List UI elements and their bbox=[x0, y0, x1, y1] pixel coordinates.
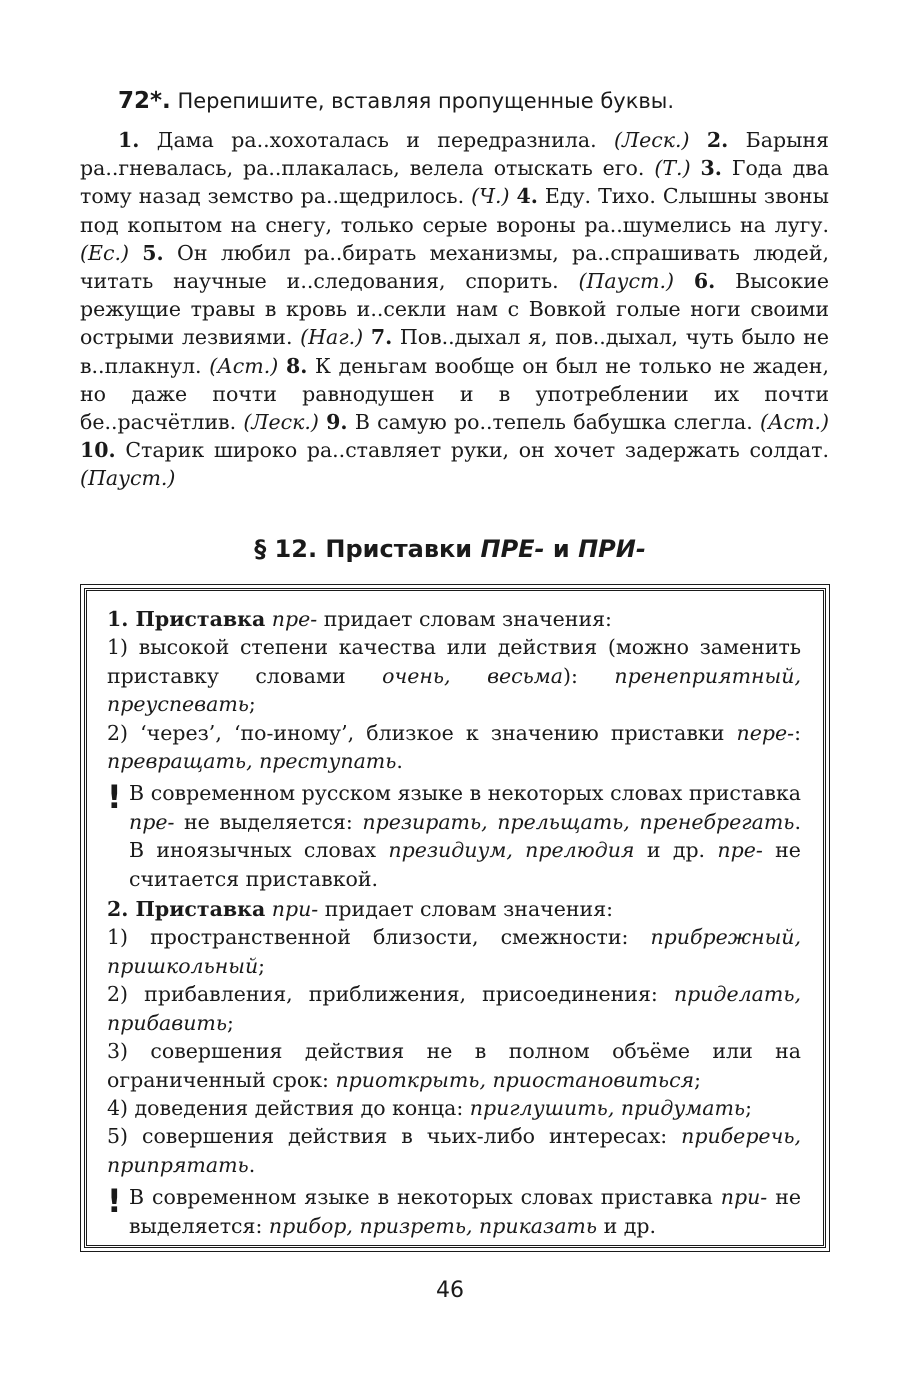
rule-2-item-5: 5) совершения действия в чьих-либо интересах: приберечь, припрятать. bbox=[107, 1124, 801, 1177]
section-title-and: и bbox=[552, 535, 570, 563]
sentence-source: (Наг.) bbox=[300, 325, 364, 350]
rule-1-heading: 1. Приставка пре- придает словам значения: bbox=[107, 607, 612, 631]
exercise-heading bbox=[118, 86, 838, 116]
rule-2-item-2: 2) прибавления, приближения, присоединения: приделать, прибавить; bbox=[107, 982, 801, 1035]
sentence-number: 5. bbox=[142, 240, 164, 265]
sentence-text: Старик широко ра..ставляет руки, он хочет задержать солдат. bbox=[125, 438, 829, 463]
sentence-number: 6. bbox=[693, 269, 716, 294]
sentence-source: (Т.) bbox=[654, 156, 691, 181]
sentence-source: (Аст.) bbox=[760, 410, 829, 435]
exclamation-icon: ! bbox=[107, 1182, 122, 1221]
sentence-number: 9. bbox=[326, 410, 348, 435]
sentence-source: (Леск.) bbox=[613, 128, 690, 152]
rule-2-item-3: 3) совершения действия не в полном объёме или на ограниченный срок: приоткрыть, приостановиться; bbox=[107, 1039, 801, 1092]
rule-2-heading: 2. Приставка при- придает словам значения: bbox=[107, 897, 614, 922]
section-title-prefix: § 12. Приставки bbox=[254, 535, 473, 563]
rule-2-item-1: 1) пространственной близости, смежности: прибрежный, пришкольный; bbox=[107, 925, 801, 978]
section-title-pri: ПРИ- bbox=[578, 535, 646, 563]
sentence-text: Барыня ра..гневалась, ра..плакалась, велела отыскать его. bbox=[80, 128, 829, 181]
rule-content bbox=[107, 605, 801, 1242]
sentence-source: (Пауст.) bbox=[80, 466, 176, 491]
note-2: ! В современном языке в некоторых словах приставка при- не выделяется: прибор, призреть, приказать и др. bbox=[107, 1182, 801, 1238]
sentence-text: Года два тому назад земство ра..щедрилось. bbox=[80, 156, 829, 209]
sentence-number: 1. bbox=[118, 128, 140, 152]
sentence-text: Дама ра..хохоталась и передразнила. bbox=[156, 128, 597, 152]
sentence-text: Пов..дыхал я, пов..дыхал, чуть было не в..плакнул. bbox=[80, 325, 829, 378]
sentence-number: 2. bbox=[706, 128, 729, 152]
exercise-instruction: Перепишите, вставляя пропущенные буквы. bbox=[177, 89, 675, 113]
sentence-source: (Аст.) bbox=[209, 353, 279, 378]
page-number: 46 bbox=[436, 1278, 464, 1303]
section-title bbox=[0, 532, 900, 566]
sentence-number: 7. bbox=[370, 325, 393, 350]
section-title-pre: ПРЕ- bbox=[480, 535, 545, 563]
rule-2-item-4: 4) доведения действия до конца: приглушить, придумать; bbox=[107, 1095, 753, 1120]
exercise-text bbox=[80, 126, 829, 493]
rule-1-item-1: 1) высокой степени качества или действия (можно заменить приставку словами очень, весьма): пренеприятный, преуспевать; bbox=[107, 635, 801, 717]
exclamation-icon: ! bbox=[107, 778, 122, 817]
rule-1-item-2: 2) ‘через’, ‘по-иному’, близкое к значению приставки пере-: превращать, преступать. bbox=[107, 720, 801, 774]
sentence-text: Еду. Тихо. Слышны звоны под копытом на снегу, только серые вороны ра..шумелись на лугу. bbox=[80, 184, 829, 237]
exercise-number: 72*. bbox=[118, 88, 171, 114]
sentence-number: 3. bbox=[700, 156, 722, 181]
sentence-number: 10. bbox=[80, 438, 116, 463]
sentence-number: 8. bbox=[285, 353, 308, 378]
sentence-source: (Ес.) bbox=[80, 240, 129, 265]
sentence-text: Высокие режущие травы в кровь и..секли нам с Вовкой голые ноги своими острыми лезвиями. bbox=[80, 269, 829, 350]
sentence-text: Он любил ра..бирать механизмы, ра..спрашивать людей, читать научные и..следования, спорить. bbox=[80, 240, 829, 294]
note-1: ! В современном русском языке в некоторых словах приставка пре- не выделяется: презирать, прельщать, пренебрегать. В иноязычных словах президиум, прелюдия и др. пре- не считается приставкой. bbox=[107, 778, 801, 891]
sentence-text: К деньгам вообще он был не только не жаден, но даже почти равнодушен и в употреблении их почти бе..расчётлив. bbox=[80, 353, 829, 435]
sentence-source: (Ч.) bbox=[471, 184, 510, 209]
rule-box bbox=[84, 588, 826, 1248]
sentence-source: (Пауст.) bbox=[578, 269, 674, 294]
sentence-text: В самую ро..тепель бабушка слегла. bbox=[354, 410, 753, 435]
sentence-source: (Леск.) bbox=[243, 410, 319, 435]
sentence-number: 4. bbox=[516, 184, 538, 209]
